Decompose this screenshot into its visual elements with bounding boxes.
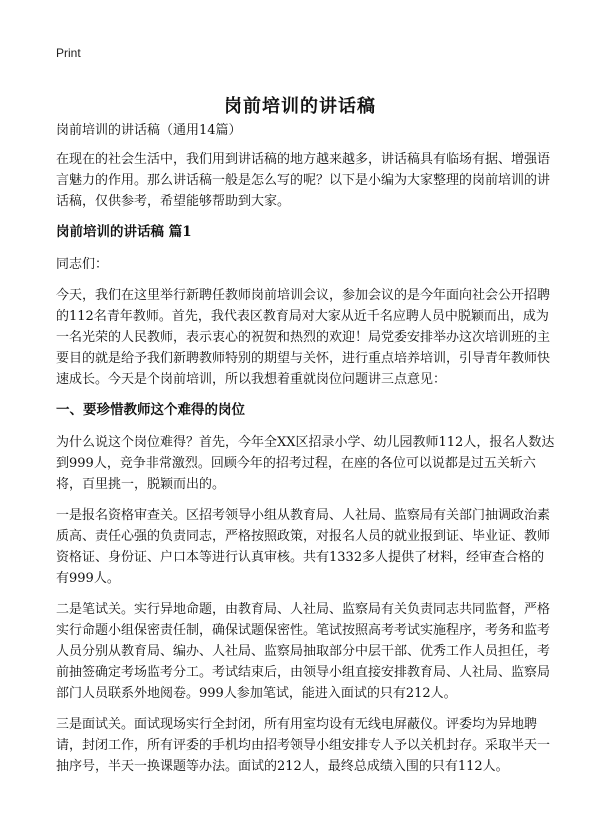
point-heading: 一、要珍惜教师这个难得的岗位 (56, 402, 245, 418)
paragraph-3: 一是报名资格审查关。区招考领导小组从教育局、人社局、监察局有关部门抽调政治素质高、责任心强的负责同志，严格按照政策，对报名人员的就业报到证、毕业证、教师资格证、身份证、户口本等进行认真审核。共有1332多人提供了材料，经审查合格的有999人。 (56, 508, 551, 586)
document-body (56, 120, 556, 787)
intro-paragraph: 在现在的社会生活中，我们用到讲话稿的地方越来越多，讲话稿具有临场有据、增强语言魅力的作用。那么讲话稿一般是怎么写的呢？以下是小编为大家整理的岗前培训的讲话稿，仅供参考，希望能够帮助到大家。 (56, 152, 551, 209)
document-subtitle: 岗前培训的讲话稿（通用14篇） (56, 123, 242, 138)
paragraph-5: 三是面试关。面试现场实行全封闭，所有用室均设有无线电屏蔽仪。评委均为异地聘请，封闭工作，所有评委的手机均由招考领导小组安排专人予以关机封存。采取半天一抽序号，半天一换课题等办法。面试的212人，最终总成绩入围的只有112人。 (56, 717, 551, 774)
section-heading: 岗前培训的讲话稿 篇1 (56, 224, 192, 240)
paragraph-2: 为什么说这个岗位难得？首先，今年全XX区招录小学、幼儿园教师112人，报名人数达到999人，竞争非常激烈。回顾今年的招考过程，在座的各位可以说都是过五关斩六将，百里挑一，脱颖而出的。 (56, 435, 555, 492)
paragraph-4: 二是笔试关。实行异地命题，由教育局、人社局、监察局有关负责同志共同监督，严格实行命题小组保密责任制，确保试题保密性。笔试按照高考考试实施程序，考务和监考人员分别从教育局、编办、人社局、监察局抽取部分中层干部、优秀工作人员担任，考前抽签确定考场监考分工。考试结束后，由领导小组直接安排教育局、人社局、监察局部门人员联系外地阅卷。999人参加笔试，能进入面试的只有212人。 (56, 602, 551, 701)
print-link[interactable]: Print (56, 46, 81, 60)
greeting: 同志们： (56, 257, 109, 272)
document-title: 岗前培训的讲话稿 (224, 96, 376, 118)
paragraph-1: 今天，我们在这里举行新聘任教师岗前培训会议，参加会议的是今年面向社会公开招聘的112名青年教师。首先，我代表区教育局对大家从近千名应聘人员中脱颖而出，成为一名光荣的人民教师，表示衷心的祝贺和热烈的欢迎！局党委安排举办这次培训班的主要目的就是给予我们新聘教师特别的期望与关怀，进行重点培养培训，引导青年教师快速成长。今天是个岗前培训，所以我想着重就岗位问题讲三点意见： (56, 288, 551, 387)
